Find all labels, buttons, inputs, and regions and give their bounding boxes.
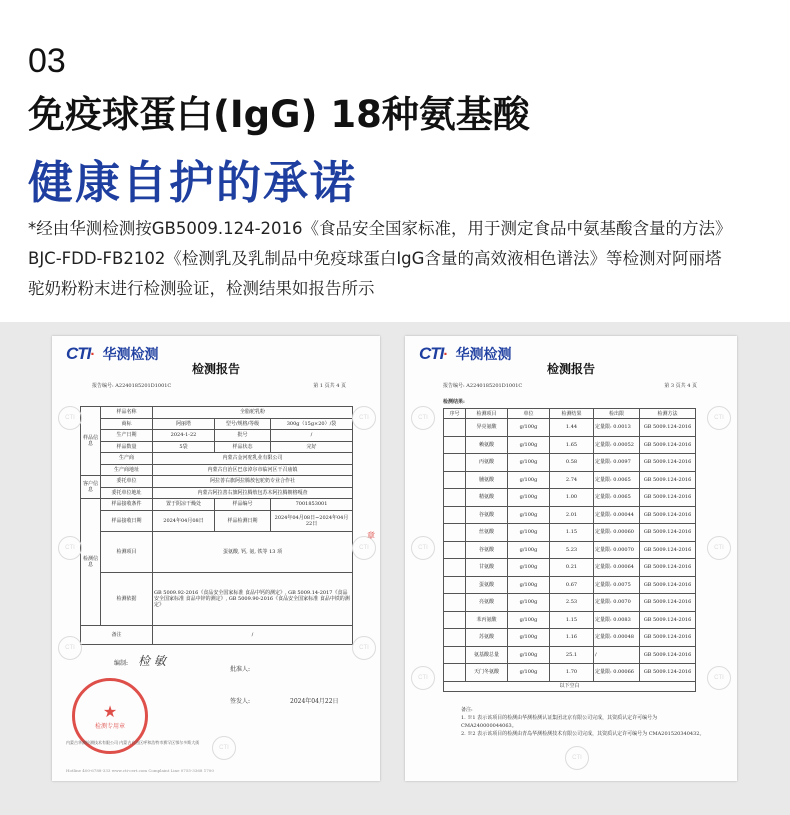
cell: g/100g — [508, 594, 550, 612]
cell: 定量限: 0.00048 — [594, 629, 640, 647]
cell: 2.01 — [550, 506, 594, 524]
table-header-row — [444, 409, 696, 419]
column-header: 检测方法 — [640, 409, 696, 419]
cell: 定量限: 0.00052 — [594, 436, 640, 454]
cell: 型号/规格/等级 — [215, 418, 271, 430]
cell: 0.21 — [550, 559, 594, 577]
section-title: 免疫球蛋白(IgG) 18种氨基酸 — [28, 93, 530, 136]
table-row — [444, 576, 696, 594]
watermark-icon: CTI — [58, 636, 82, 660]
cell: g/100g — [508, 541, 550, 559]
cell — [444, 454, 466, 472]
cell: 生产商地址 — [101, 464, 153, 476]
cell: 脯氨酸 — [466, 471, 508, 489]
watermark-icon: CTI — [707, 536, 731, 560]
table-row — [444, 489, 696, 507]
cell: GB 5009.124-2016 — [640, 541, 696, 559]
description — [28, 214, 768, 304]
section-number: 03 — [28, 42, 66, 80]
table-row — [81, 464, 353, 476]
side-label: 样品信息 — [81, 407, 101, 476]
notes-title: 备注: — [461, 707, 473, 713]
cell: 5袋 — [153, 441, 215, 453]
table-row — [81, 572, 353, 625]
report-title: 检测报告 — [191, 362, 240, 376]
side-label: 检测信息 — [81, 499, 101, 626]
cell: 置于阴凉干燥处 — [153, 499, 215, 511]
cell — [444, 559, 466, 577]
cell: / — [153, 625, 353, 644]
cell: 2024-1-22 — [153, 430, 215, 442]
cell: 定量限: 0.0065 — [594, 489, 640, 507]
cell: 蛋氨酸 — [466, 576, 508, 594]
watermark-icon: CTI — [707, 666, 731, 690]
table-row — [444, 506, 696, 524]
cell: 批号 — [215, 430, 271, 442]
cell: g/100g — [508, 646, 550, 664]
section-label: 检测结果: — [443, 399, 465, 405]
cell: 生产日期 — [101, 430, 153, 442]
cell: 1.44 — [550, 419, 594, 437]
cell: / — [271, 430, 353, 442]
cell: 丙氨酸 — [466, 454, 508, 472]
column-header: 单位 — [508, 409, 550, 419]
amino-acid-results-table — [443, 408, 696, 692]
cell: GB 5009.124-2016 — [640, 419, 696, 437]
watermark-icon: CTI — [352, 536, 376, 560]
cell: 生产商 — [101, 453, 153, 465]
cell: 完好 — [271, 441, 353, 453]
table-row — [444, 419, 696, 437]
logo-name: 华测检测 — [102, 346, 159, 362]
cell — [444, 471, 466, 489]
report-info-table — [80, 406, 353, 645]
cell — [444, 541, 466, 559]
cell: GB 5009.124-2016 — [640, 471, 696, 489]
cell: 定量限: 0.0013 — [594, 419, 640, 437]
page-indicator: 第 3 页共 4 页 — [664, 383, 697, 389]
cell: 阿丽塔 — [153, 418, 215, 430]
cell: GB 5009.124-2016 — [640, 454, 696, 472]
cell: 苏氨酸 — [466, 629, 508, 647]
cell: 亮氨酸 — [466, 594, 508, 612]
cell: g/100g — [508, 436, 550, 454]
cell: 精氨酸 — [466, 489, 508, 507]
table-row — [444, 664, 696, 682]
cell: 定量限: 0.0083 — [594, 611, 640, 629]
watermark-icon: CTI — [707, 406, 731, 430]
cell: GB 5009.124-2016 — [640, 524, 696, 542]
column-header: 检测结果 — [550, 409, 594, 419]
cell: 定量限: 0.0065 — [594, 471, 640, 489]
cell: 谷氨酸 — [466, 506, 508, 524]
cell: 1.70 — [550, 664, 594, 682]
cell: 样品数量 — [101, 441, 153, 453]
table-row — [81, 453, 353, 465]
footer-address: 内蒙古华测检测技术有限公司 内蒙古自治区呼和浩特市赛罕区鄂尔多斯大街 — [66, 740, 200, 745]
table-row — [81, 499, 353, 511]
page-indicator: 第 1 页共 4 页 — [313, 383, 346, 389]
watermark-icon: CTI — [565, 746, 589, 770]
editor-signature: 检 敏 — [138, 654, 166, 668]
report-notes — [461, 706, 711, 738]
table-row — [444, 646, 696, 664]
description-line: *经由华测检测按GB5009.124-2016《食品安全国家标准，用于测定食品中氨基酸含量的方法》 — [28, 219, 732, 238]
cell: 2024年04月08日~2024年04月22日 — [271, 510, 353, 531]
cell: 丝氨酸 — [466, 524, 508, 542]
cell: 检测项目 — [101, 531, 153, 572]
reviewer-label: 批准人: — [230, 666, 251, 673]
cell: 谷氨酸 — [466, 541, 508, 559]
cell: 2024年04月08日 — [153, 510, 215, 531]
approver-label: 签发人: — [230, 698, 251, 705]
cell: 0.67 — [550, 576, 594, 594]
table-row — [444, 454, 696, 472]
cell: 蛋氨酸, 钙, 氨, 铁等 13 项 — [153, 531, 353, 572]
cell: 定量限: 0.00070 — [594, 541, 640, 559]
table-row — [81, 407, 353, 419]
logo-cti-text: CTI — [419, 344, 444, 363]
cell: 300g（15g×20）/袋 — [271, 418, 353, 430]
cell: 1.65 — [550, 436, 594, 454]
cell: 内蒙古阿拉善右旗阿拉腾敖包苏木阿拉腾朝格嘎查 — [153, 487, 353, 499]
cell: 定量限: 0.00044 — [594, 506, 640, 524]
cell — [444, 664, 466, 682]
table-row — [81, 531, 353, 572]
cell: GB 5009.124-2016 — [640, 489, 696, 507]
cell: 1.15 — [550, 524, 594, 542]
report-page-right — [405, 336, 737, 781]
table-row — [444, 541, 696, 559]
table-row — [444, 524, 696, 542]
cell: g/100g — [508, 629, 550, 647]
side-label: 客户信息 — [81, 476, 101, 499]
cell — [444, 506, 466, 524]
cell — [444, 524, 466, 542]
cell: GB 5009.124-2016 — [640, 629, 696, 647]
cell: 样品编号 — [215, 499, 271, 511]
cell: g/100g — [508, 471, 550, 489]
report-number: 报告编号: A2240185201D1001C — [92, 383, 172, 389]
cell: 0.58 — [550, 454, 594, 472]
footer-contact: Hotline 400-6788-333 www.cti-cert.com Complaint Line 0755-3368 1700 — [66, 768, 214, 773]
table-row — [444, 471, 696, 489]
cell: GB 5009.124-2016 — [640, 559, 696, 577]
report-page-left — [52, 336, 380, 781]
watermark-icon: CTI — [411, 666, 435, 690]
cell: 委托单位地址 — [101, 487, 153, 499]
end-marker: 以下空白 — [444, 681, 696, 691]
report-date: 2024年04月22日 — [290, 698, 339, 705]
cell: 苯丙氨酸 — [466, 611, 508, 629]
cell: 定量限: 0.00064 — [594, 559, 640, 577]
cti-logo: CTI· 华测检测 — [419, 344, 512, 363]
watermark-icon: CTI — [352, 636, 376, 660]
watermark-icon: CTI — [352, 406, 376, 430]
table-row — [81, 476, 353, 488]
table-row — [81, 625, 353, 644]
cell — [444, 646, 466, 664]
table-row — [444, 436, 696, 454]
cell — [444, 611, 466, 629]
table-row — [444, 611, 696, 629]
table-row — [444, 559, 696, 577]
cell: 1.00 — [550, 489, 594, 507]
cell: 25.1 — [550, 646, 594, 664]
report-number: 报告编号: A2240185201D1001C — [443, 383, 523, 389]
cell — [444, 436, 466, 454]
cell: 样品名称 — [101, 407, 153, 419]
cell: GB 5009.92-2016《食品安全国家标准 食品中钙的测定》, GB 5009.14-2017《食品安全国家标准 食品中锌的测定》, GB 5009.90-2016《食品安全国家标准 食品中铁的测定》 — [153, 572, 353, 625]
cell: 氨基酸总量 — [466, 646, 508, 664]
cell: g/100g — [508, 576, 550, 594]
cell: g/100g — [508, 454, 550, 472]
cell: 样品接收日期 — [101, 510, 153, 531]
cell: 7001853001 — [271, 499, 353, 511]
logo-name: 华测检测 — [455, 346, 512, 362]
note-item: 1. ※1 表示该项目的检测由华测检测认证集团北京有限公司完成，其资质认定许可编号为 CMA240000044063。 — [461, 715, 658, 729]
table-row — [444, 594, 696, 612]
watermark-icon: CTI — [58, 406, 82, 430]
description-line: BJC-FDD-FB2102《检测乳及乳制品中免疫球蛋白IgG含量的高效液相色谱法》等检测对阿丽塔 — [28, 249, 722, 268]
column-header: 检测项目 — [466, 409, 508, 419]
table-row — [81, 441, 353, 453]
cell: 阿拉善右旗阿拉腾敖包驼奶专业合作社 — [153, 476, 353, 488]
column-header: 检出限 — [594, 409, 640, 419]
table-row — [81, 510, 353, 531]
cell: GB 5009.124-2016 — [640, 506, 696, 524]
cell: g/100g — [508, 664, 550, 682]
cell: 样品检测日期 — [215, 510, 271, 531]
cell: 定量限: 0.00066 — [594, 664, 640, 682]
description-line: 驼奶粉粉末进行检测验证，检测结果如报告所示 — [28, 279, 375, 298]
cell: / — [594, 646, 640, 664]
cell — [444, 576, 466, 594]
cell: 商标 — [101, 418, 153, 430]
editor-label: 编制: — [114, 660, 129, 667]
cell: 定量限: 0.0097 — [594, 454, 640, 472]
watermark-icon: CTI — [411, 406, 435, 430]
table-row — [444, 629, 696, 647]
cell: g/100g — [508, 489, 550, 507]
cell: GB 5009.124-2016 — [640, 611, 696, 629]
cell: 2.74 — [550, 471, 594, 489]
cell: GB 5009.124-2016 — [640, 576, 696, 594]
cell: 1.16 — [550, 629, 594, 647]
cell: 2.53 — [550, 594, 594, 612]
cell: g/100g — [508, 506, 550, 524]
cell: 委托单位 — [101, 476, 153, 488]
note-item: 2. ※2 表示该项目的检测由青岛华测检测技术有限公司完成，其资质认定许可编号为 CMA201520340432。 — [461, 731, 705, 737]
cell: g/100g — [508, 611, 550, 629]
cell: 定量限: 0.0075 — [594, 576, 640, 594]
cell: g/100g — [508, 524, 550, 542]
cell: 全脂驼乳粉 — [153, 407, 353, 419]
cell: 天门冬氨酸 — [466, 664, 508, 682]
cell — [444, 594, 466, 612]
cell: 1.15 — [550, 611, 594, 629]
column-header: 序号 — [444, 409, 466, 419]
table-row — [81, 487, 353, 499]
logo-cti-text: CTI — [66, 344, 91, 363]
table-row — [81, 430, 353, 442]
cell: 样品接收条件 — [101, 499, 153, 511]
cti-logo: CTI· 华测检测 — [66, 344, 159, 363]
cell — [444, 489, 466, 507]
report-title: 检测报告 — [546, 362, 595, 376]
section-subtitle: 健康自护的承诺 — [28, 156, 358, 209]
cell: GB 5009.124-2016 — [640, 664, 696, 682]
seam-stamp: 章 — [367, 531, 375, 540]
cell — [444, 419, 466, 437]
cell: 定量限: 0.0070 — [594, 594, 640, 612]
company-seal: ★ 检测专用章 — [72, 678, 148, 754]
cell: 异亮氨酸 — [466, 419, 508, 437]
table-row — [81, 418, 353, 430]
table-footer-row — [444, 681, 696, 691]
cell: 赖氨酸 — [466, 436, 508, 454]
watermark-icon: CTI — [58, 536, 82, 560]
cell: 内蒙古金河驼乳业有限公司 — [153, 453, 353, 465]
cell: 样品状态 — [215, 441, 271, 453]
cell: g/100g — [508, 419, 550, 437]
cell: GB 5009.124-2016 — [640, 594, 696, 612]
watermark-icon: CTI — [212, 736, 236, 760]
cell: 5.23 — [550, 541, 594, 559]
watermark-icon: CTI — [411, 536, 435, 560]
cell — [444, 629, 466, 647]
cell: 定量限: 0.00060 — [594, 524, 640, 542]
cell: GB 5009.124-2016 — [640, 436, 696, 454]
cell: g/100g — [508, 559, 550, 577]
cell: 检测依据 — [101, 572, 153, 625]
cell: 备注 — [81, 625, 153, 644]
cell: 甘氨酸 — [466, 559, 508, 577]
cell: 内蒙古自治区巴彦淖尔市临河区干召庙镇 — [153, 464, 353, 476]
cell: GB 5009.124-2016 — [640, 646, 696, 664]
